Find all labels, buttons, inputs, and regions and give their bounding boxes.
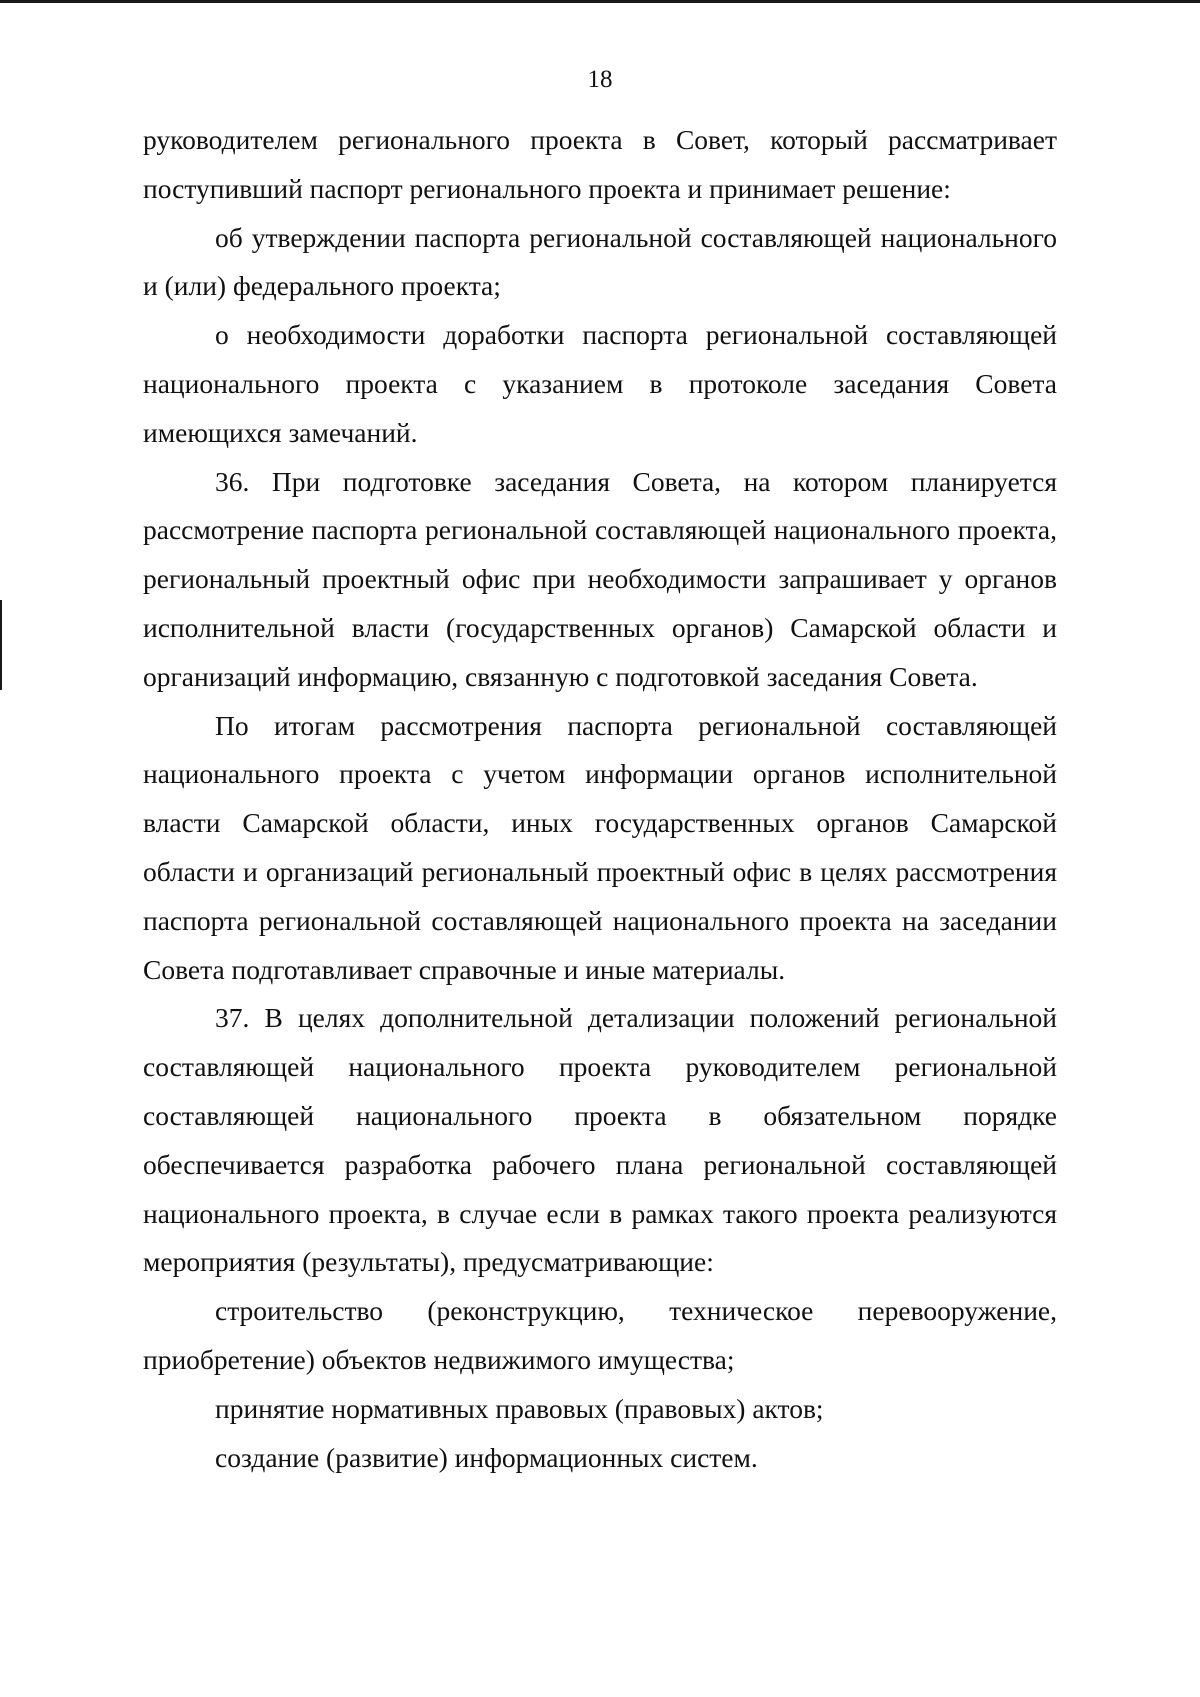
list-item-construction: строительство (реконструкцию, техническое перевооружение, приобретение) объектов недвижимого имущества; xyxy=(143,1295,1057,1375)
paragraph-37: 37. В целях дополнительной детализации положений региональной составляющей национального проекта руководителем региональной составляющей национального проекта в обязательном порядке обеспечивается разработка рабочего плана региональной составляющей национального проекта, в случае если в рамках такого проекта реализуются мероприятия (результаты), предусматривающие: xyxy=(143,1002,1057,1278)
paragraph-decision-revise: о необходимости доработки паспорта региональной составляющей национального проекта с указанием в протоколе заседания Совета имеющихся замечаний. xyxy=(143,319,1057,448)
list-item-information-systems: создание (развитие) информационных систем. xyxy=(215,1441,758,1473)
paragraph-review-results: По итогам рассмотрения паспорта региональной составляющей национального проекта с учетом информации органов исполнительной власти Самарской области, иных государственных органов Самарской области и организаций региональный проектный офис в целях рассмотрения паспорта региональной составляющей национального проекта на заседании Совета подготавливает справочные и иные материалы. xyxy=(143,709,1057,985)
document-body xyxy=(143,116,1057,1482)
scan-left-edge-mark xyxy=(0,600,2,690)
paragraph-36: 36. При подготовке заседания Совета, на котором планируется рассмотрение паспорта региональной составляющей национального проекта, региональный проектный офис при необходимости запрашивает у органов исполнительной власти (государственных органов) Самарской области и организаций информацию, связанную с подготовкой заседания Совета. xyxy=(143,465,1057,692)
scan-top-edge xyxy=(0,0,1200,3)
page-number: 18 xyxy=(587,66,613,93)
list-item-legal-acts: принятие нормативных правовых (правовых) актов; xyxy=(215,1392,824,1424)
paragraph-decision-approve: об утверждении паспорта региональной составляющей национального и (или) федерального проекта; xyxy=(143,221,1057,302)
paragraph-continuation: руководителем регионального проекта в Совет, который рассматривает поступивший паспорт регионального проекта и принимает решение: xyxy=(143,124,1057,204)
